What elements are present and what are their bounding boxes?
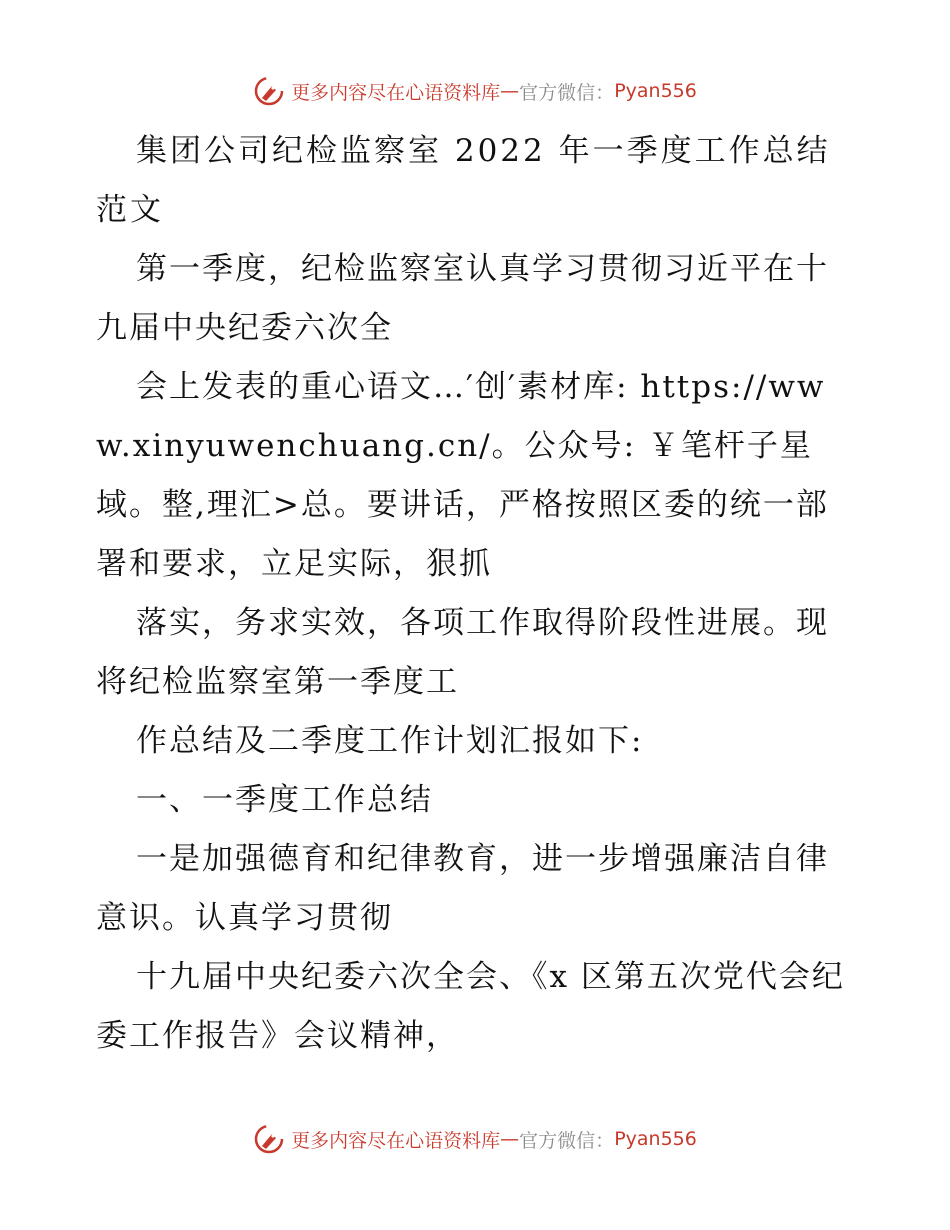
document-title: 集团公司纪检监察室 2022 年一季度工作总结范文 [96, 133, 831, 228]
paragraph: 一是加强德育和纪律教育，进一步增强廉洁自律意识。认真学习贯彻 [96, 841, 829, 936]
paragraph: 会上发表的重心语文…′创′素材库: https://www.xinyuwenchuang.cn/。公众号: ￥笔杆子星域。整,理汇>总。要讲话，严格按照区委的统一部署和要求，立足实际，狠抓 [96, 369, 829, 582]
banner-wechat-id: Pyan556 [614, 1128, 697, 1150]
section-heading: 一、一季度工作总结 [136, 782, 433, 818]
banner-dash: — [500, 80, 520, 102]
banner-slogan: 更多内容尽在心语资料库 [291, 1129, 501, 1152]
header-banner [0, 71, 950, 111]
pen-nib-swirl-icon [253, 1123, 285, 1155]
pen-nib-swirl-icon [253, 75, 285, 107]
banner-wechat-label: 官方微信： [519, 1129, 615, 1152]
banner-wechat-label: 官方微信： [519, 81, 615, 104]
footer-banner [0, 1119, 950, 1159]
document-body [96, 122, 856, 1066]
paragraph: 十九届中央纪委六次全会、《x 区第五次党代会纪委工作报告》会议精神， [96, 959, 845, 1054]
paragraph: 落实，务求实效，各项工作取得阶段性进展。现将纪检监察室第一季度工 [96, 605, 829, 700]
banner-slogan: 更多内容尽在心语资料库 [291, 81, 501, 104]
paragraph: 作总结及二季度工作计划汇报如下: [136, 723, 644, 759]
banner-dash: — [500, 1128, 520, 1150]
banner-wechat-id: Pyan556 [614, 80, 697, 102]
paragraph: 第一季度，纪检监察室认真学习贯彻习近平在十九届中央纪委六次全 [96, 251, 829, 346]
